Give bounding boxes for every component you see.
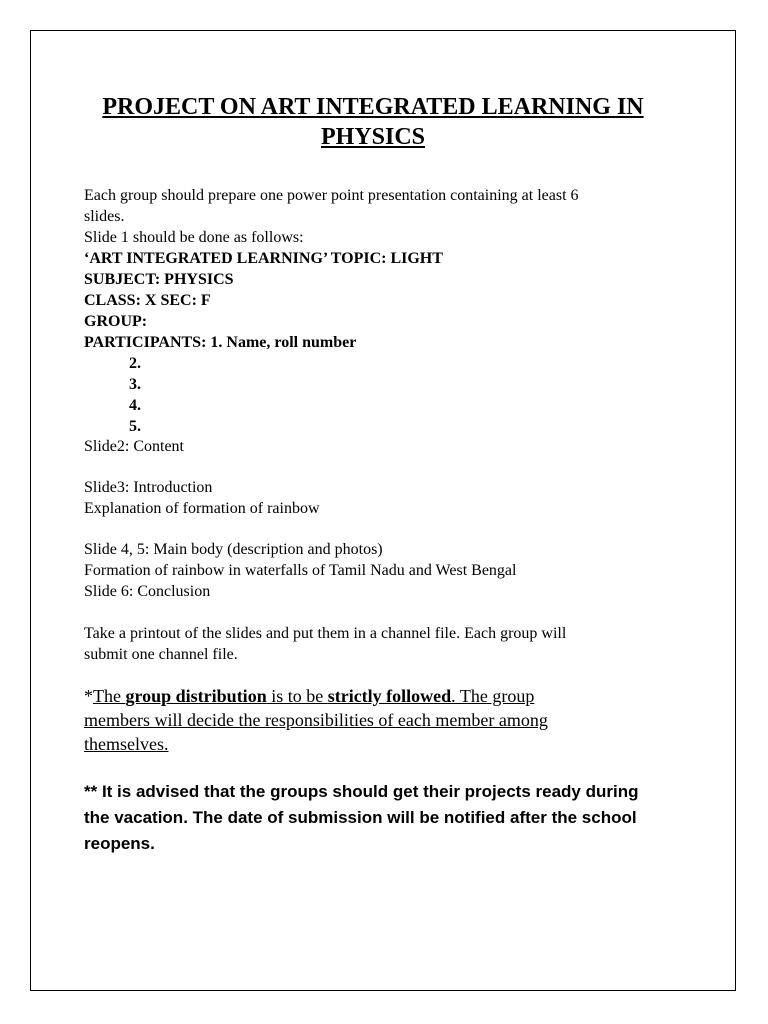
advice-line-2: the vacation. The date of submission will be notified after the school xyxy=(84,808,637,827)
participant-number: 2. xyxy=(129,355,141,372)
note-is-to-be: is to be xyxy=(266,686,328,706)
slide1-group: GROUP: xyxy=(84,313,148,330)
intro-line-1: Each group should prepare one power point presentation containing at least 6 xyxy=(84,187,579,204)
slide6-line: Slide 6: Conclusion xyxy=(84,583,211,600)
title-line-2: PHYSICS xyxy=(320,124,426,150)
note-the: The xyxy=(93,686,126,706)
slide1-subject: SUBJECT: PHYSICS xyxy=(84,271,234,288)
note-strictly-followed: strictly followed xyxy=(327,686,452,706)
slide1-participants: PARTICIPANTS: 1. Name, roll number xyxy=(84,334,357,351)
note-line-3: themselves. xyxy=(84,734,169,754)
note-star: * xyxy=(84,686,93,706)
slide3-description: Explanation of formation of rainbow xyxy=(84,500,320,517)
note-line-2: members will decide the responsibilities of each member among xyxy=(84,710,548,730)
slide2-line: Slide2: Content xyxy=(84,438,184,455)
slide1-topic: ‘ART INTEGRATED LEARNING’ TOPIC: LIGHT xyxy=(84,250,443,267)
printout-line-1: Take a printout of the slides and put them in a channel file. Each group will xyxy=(84,625,567,642)
slide1-class: CLASS: X SEC: F xyxy=(84,292,211,309)
note-group-distribution: group distribution xyxy=(125,686,267,706)
advice-line-1: ** It is advised that the groups should get their projects ready during xyxy=(84,782,639,801)
note-line-1 xyxy=(84,684,534,708)
participant-number: 4. xyxy=(129,397,141,414)
slide45-description: Formation of rainbow in waterfalls of Tamil Nadu and West Bengal xyxy=(84,562,517,579)
printout-line-2: submit one channel file. xyxy=(84,646,238,663)
participant-number: 5. xyxy=(129,418,141,435)
intro-line-3: Slide 1 should be done as follows: xyxy=(84,229,304,246)
participant-number: 3. xyxy=(129,376,141,393)
advice-line-3: reopens. xyxy=(84,834,155,853)
slide3-line: Slide3: Introduction xyxy=(84,479,213,496)
title-line-1: PROJECT ON ART INTEGRATED LEARNING IN xyxy=(102,94,644,120)
intro-line-2: slides. xyxy=(84,208,125,225)
slide45-line: Slide 4, 5: Main body (description and photos) xyxy=(84,541,383,558)
note-rest: . The group xyxy=(451,686,535,706)
